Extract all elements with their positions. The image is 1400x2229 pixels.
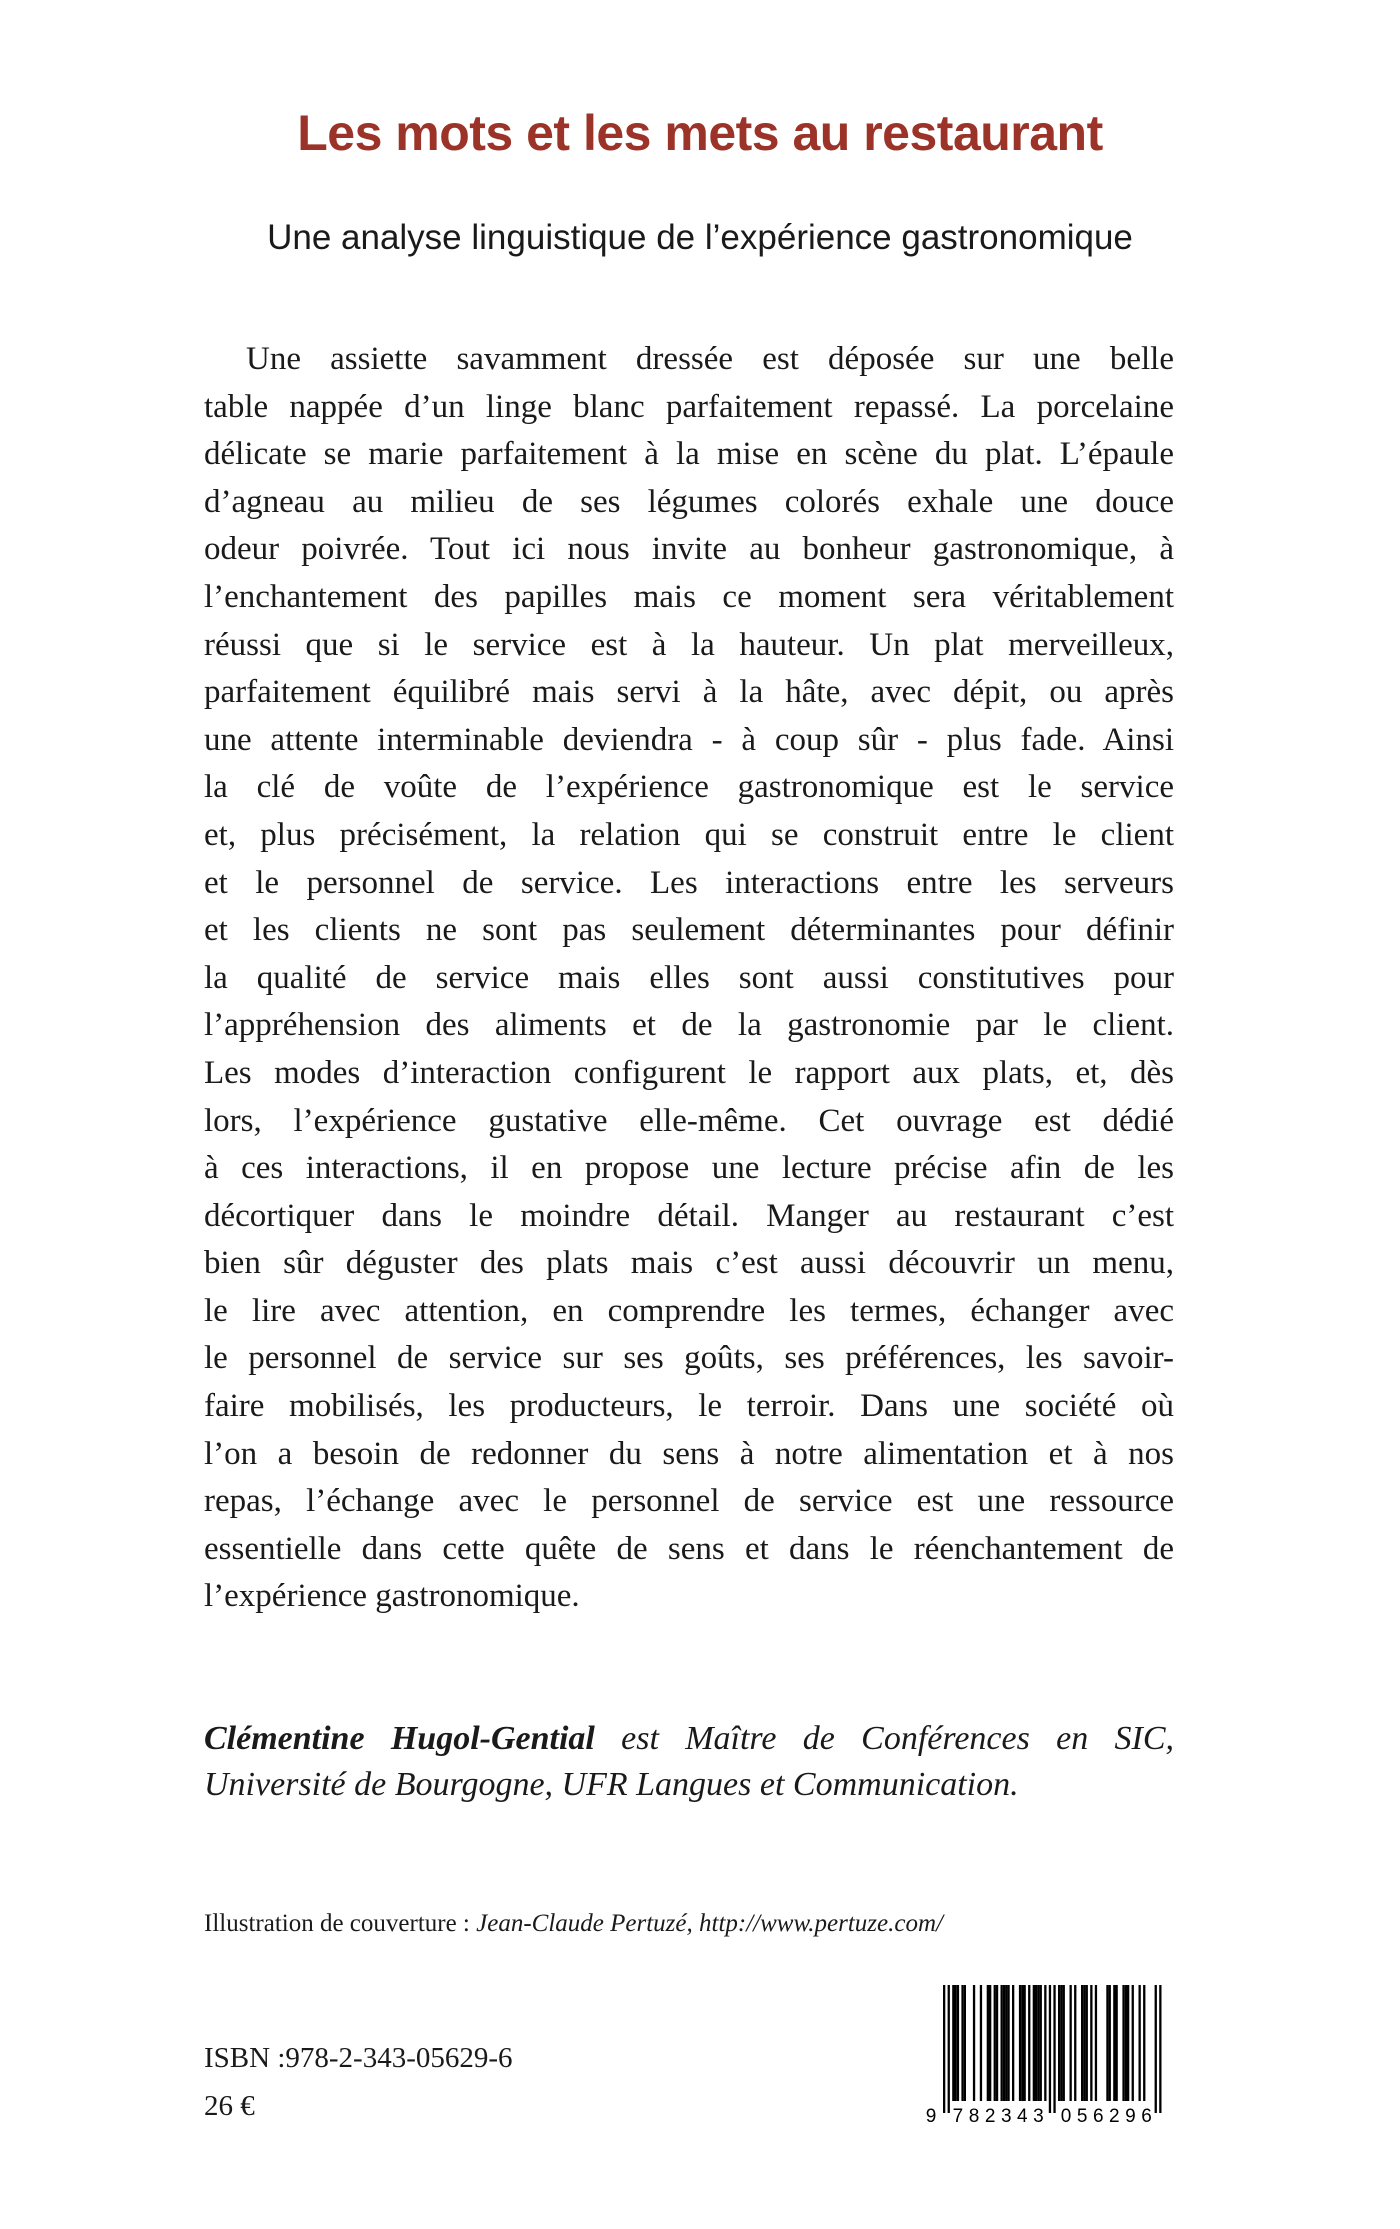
barcode-bar	[948, 1985, 950, 2113]
barcode-digit: 9	[925, 2106, 937, 2125]
barcode-bar	[1003, 1985, 1005, 2101]
barcode-bar	[1037, 1985, 1039, 2101]
barcode-bar	[1109, 1985, 1111, 2101]
barcode-bar	[1028, 1985, 1030, 2101]
barcode-bar	[1127, 1985, 1129, 2101]
text-line: repas, l’échange avec le personnel de service est une ressource	[204, 1483, 1174, 1520]
barcode-digit: 6	[1092, 2106, 1104, 2125]
barcode-bar	[955, 1985, 957, 2101]
text-line: l’expérience gastronomique.	[204, 1578, 580, 1615]
barcode-bar	[1116, 1985, 1118, 2101]
text-line: décortiquer dans le moindre détail. Manger au restaurant c’est	[204, 1197, 1174, 1234]
barcode-digit: 2	[1109, 2106, 1120, 2125]
text-line: à ces interactions, il en propose une lecture précise afin de les	[204, 1150, 1174, 1187]
text-line: l’enchantement des papilles mais ce moment sera véritablement	[204, 578, 1174, 615]
barcode-bar	[996, 1985, 998, 2101]
barcode-digit: 6	[1141, 2106, 1152, 2125]
barcode-bar	[957, 1985, 959, 2101]
barcode-bar	[952, 1985, 954, 2101]
illustration-author: Jean-Claude Pertuzé, http://www.pertuze.com/	[476, 1910, 943, 1937]
barcode-digit: 0	[1060, 2106, 1072, 2125]
barcode-digit: 8	[968, 2106, 980, 2125]
barcode-bar	[1143, 1985, 1145, 2101]
barcode-bar	[1001, 1985, 1003, 2101]
barcode-bar	[1053, 1985, 1055, 2113]
text-line: l’appréhension des aliments et de la gastronomie par le client.	[204, 1007, 1174, 1044]
barcode-bar	[994, 1985, 996, 2101]
text-line: et, plus précisément, la relation qui se construit entre le client	[204, 816, 1174, 853]
barcode-digit: 3	[1033, 2106, 1044, 2125]
barcode-bar	[1081, 1985, 1083, 2101]
barcode-bar	[980, 1985, 982, 2101]
barcode-bar	[1139, 1985, 1141, 2101]
barcode-bar	[1019, 1985, 1021, 2101]
illustration-credit	[204, 1910, 943, 1938]
barcode-bar	[1090, 1985, 1092, 2101]
barcode	[925, 1985, 1175, 2125]
text-line: et les clients ne sont pas seulement déterminantes pour définir	[204, 912, 1174, 949]
barcode-bar	[1058, 1985, 1060, 2101]
text-line: le personnel de service sur ses goûts, ses préférences, les savoir-	[204, 1340, 1174, 1377]
barcode-bar	[1095, 1985, 1097, 2101]
text-line: faire mobilisés, les producteurs, le terroir. Dans une société où	[204, 1388, 1174, 1425]
summary-text	[204, 336, 1174, 1621]
book-title: Les mots et les mets au restaurant	[297, 105, 1103, 161]
barcode-bar	[1033, 1985, 1035, 2101]
text-line: bien sûr déguster des plats mais c’est aussi découvrir un menu,	[204, 1245, 1174, 1282]
barcode-bar	[961, 1985, 963, 2101]
barcode-bar	[1132, 1985, 1134, 2101]
barcode-digit: 3	[1000, 2106, 1012, 2125]
text-line: et le personnel de service. Les interactions entre les serveurs	[204, 864, 1174, 901]
barcode-bar	[1060, 1985, 1062, 2101]
barcode-bar	[1086, 1985, 1088, 2101]
barcode-bar	[1155, 1985, 1157, 2113]
text-line: réussi que si le service est à la hauteur. Un plat merveilleux,	[204, 626, 1174, 663]
barcode-bar	[1021, 1985, 1023, 2101]
barcode-bar	[1122, 1985, 1124, 2101]
text-line: délicate se marie parfaitement à la mise en scène du plat. L’épaule	[204, 436, 1174, 473]
text-line: l’on a besoin de redonner du sens à notre alimentation et à nos	[204, 1435, 1174, 1472]
barcode-digit: 9	[1125, 2106, 1136, 2125]
text-line: essentielle dans cette quête de sens et dans le réenchantement de	[204, 1530, 1174, 1567]
barcode-bar	[1049, 1985, 1051, 2113]
author-bio	[204, 1716, 1174, 1808]
barcode-bar	[1074, 1985, 1076, 2101]
barcode-bar	[1012, 1985, 1014, 2101]
author-name: Clémentine Hugol-Gential	[204, 1720, 595, 1757]
barcode-bar	[1106, 1985, 1108, 2101]
text-line: Les modes d’interaction configurent le rapport aux plats, et, dès	[204, 1054, 1174, 1091]
barcode-bar	[1083, 1985, 1085, 2101]
barcode-bar	[989, 1985, 991, 2101]
text-line: d’agneau au milieu de ses légumes colorés exhale une douce	[204, 483, 1174, 520]
barcode-digit: 2	[984, 2106, 996, 2125]
barcode-digit: 4	[1017, 2106, 1028, 2125]
barcode-bar	[1113, 1985, 1115, 2101]
barcode-bar	[964, 1985, 966, 2101]
text-line: table nappée d’un linge blanc parfaitement repassé. La porcelaine	[204, 388, 1174, 425]
barcode-bar	[1024, 1985, 1026, 2101]
author-title: est Maître de Conférences en SIC,	[621, 1720, 1174, 1757]
text-line: odeur poivrée. Tout ici nous invite au bonheur gastronomique, à	[204, 531, 1174, 568]
author-affiliation: Université de Bourgogne, UFR Langues et Communication.	[204, 1766, 1019, 1803]
barcode-bar	[1063, 1985, 1065, 2101]
barcode-bar	[943, 1985, 945, 2113]
barcode-bar	[987, 1985, 989, 2101]
text-line: lors, l’expérience gustative elle-même. Cet ouvrage est dédié	[204, 1102, 1174, 1139]
text-line: une attente interminable deviendra - à coup sûr - plus fade. Ainsi	[204, 721, 1174, 758]
isbn: ISBN :978-2-343-05629-6	[204, 2042, 513, 2074]
book-subtitle: Une analyse linguistique de l’expérience gastronomique	[267, 218, 1133, 257]
text-line: parfaitement équilibré mais servi à la hâte, avec dépit, ou après	[204, 674, 1174, 711]
barcode-bar	[1035, 1985, 1037, 2101]
text-line: la clé de voûte de l’expérience gastronomique est le service	[204, 769, 1174, 806]
text-line: le lire avec attention, en comprendre les termes, échanger avec	[204, 1292, 1174, 1329]
barcode-bar	[973, 1985, 975, 2101]
illustration-label: Illustration de couverture :	[204, 1910, 477, 1937]
text-line: la qualité de service mais elles sont aussi constitutives pour	[204, 959, 1174, 996]
barcode-bar	[1007, 1985, 1009, 2101]
barcode-bar	[1159, 1985, 1161, 2113]
price: 26 €	[204, 2090, 255, 2122]
text-line: Une assiette savamment dressée est déposée sur une belle	[246, 341, 1174, 377]
barcode-bar	[1044, 1985, 1046, 2101]
barcode-bar	[1070, 1985, 1072, 2101]
barcode-bar	[1005, 1985, 1007, 2101]
barcode-digit: 7	[952, 2106, 964, 2125]
barcode-bar	[1125, 1985, 1127, 2101]
barcode-digit: 5	[1076, 2106, 1088, 2125]
barcode-bar	[1040, 1985, 1042, 2101]
